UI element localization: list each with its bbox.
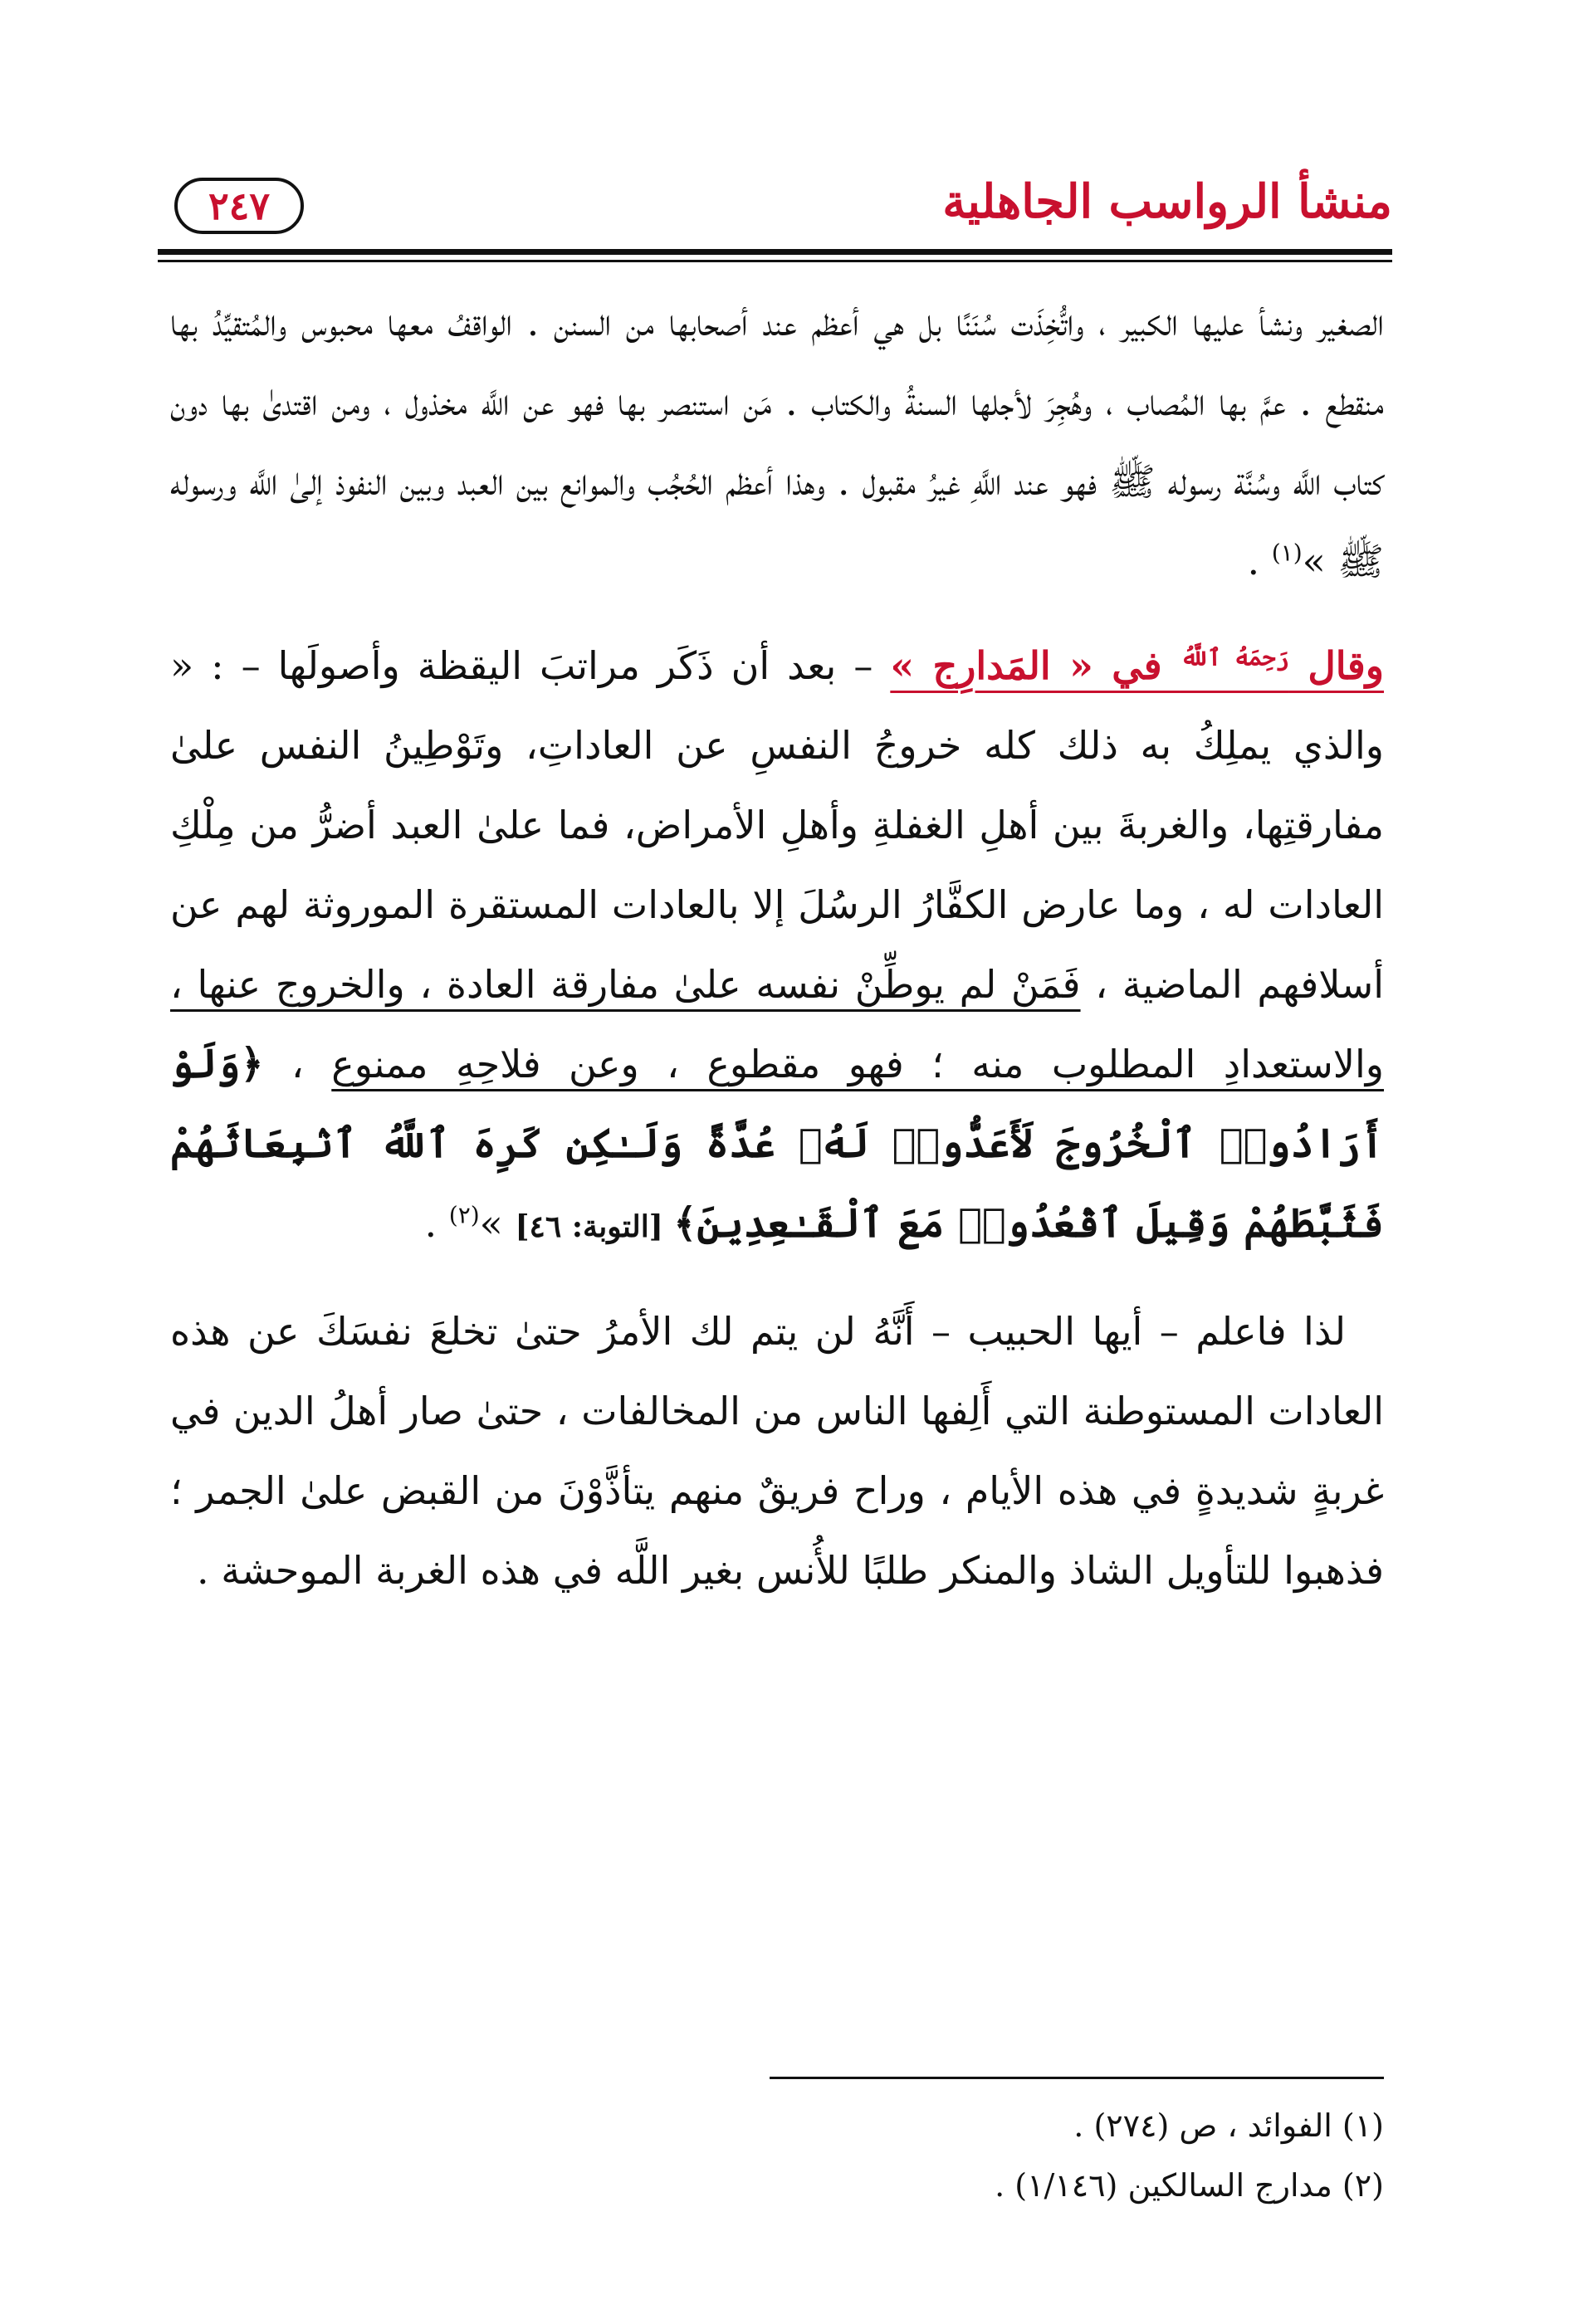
- quran-verse: ﴿وَلَوْ أَرَادُوا۟ ٱلْخُرُوجَ لَأَعَدُّوا۟ لَهُۥ عُدَّةً وَلَـٰكِن كَرِهَ ٱللَّهُ ٱنۢبِعَاثَهُمْ فَثَبَّطَهُمْ وَقِيلَ ٱقْعُدُوا۟ مَعَ ٱلْقَـٰعِدِينَ﴾: [170, 1041, 1384, 1247]
- footnote-separator: [770, 2077, 1384, 2079]
- quote-close: »: [479, 1201, 516, 1246]
- honorific-mark: رَحِمَهُ ٱللَّهُ: [1180, 643, 1289, 671]
- body-text: [170, 282, 1384, 1610]
- paragraph-1: [170, 282, 1384, 601]
- sura-reference: [التوبة: ٤٦]: [515, 1209, 674, 1244]
- quote-intro: [890, 643, 1384, 688]
- header-rule-thin: [158, 260, 1392, 262]
- quote-intro-lead: وقال: [1288, 643, 1385, 688]
- footnote-ref-2: (٢): [448, 1201, 480, 1229]
- paragraph-2-text: – بعد أن ذَكَر مراتبَ اليقظة وأصولَها – : « والذي يملِكُ به ذلك كله خروجُ النفسِ عن العاداتِ، وتَوْطِينُ النفس علىٰ مفارقتِها، والغربةَ بين أهلِ الغفلةِ وأهلِ الأمراض، فما علىٰ العبد أضرُّ من مِلْكِ العادات له ، وما عارض الكفَّارُ الرسُلَ إلا بالعادات المستقرة الموروثة لهم عن أسلافهم الماضية ،: [170, 643, 1384, 1007]
- footnotes: [170, 2096, 1384, 2215]
- quote-source: في « المَدارِج »: [890, 643, 1181, 688]
- underlined-passage: فَمَنْ لم يوطِّنْ نفسه علىٰ مفارقة العادة ، والخروج عنها ، والاستعدادِ المطلوب منه ؛ فهو مقطوع ، وعن فلاحِهِ ممنوع: [170, 962, 1384, 1086]
- paragraph-2-end: .: [424, 1201, 449, 1246]
- paragraph-1-end: .: [1247, 539, 1272, 583]
- paragraph-2: [170, 626, 1384, 1267]
- footnote-ref-1: (١): [1271, 539, 1303, 567]
- paragraph-1-text: الصغير ونشأ عليها الكبير ، واتُّخِذَت سُنَنًا بل هي أعظم عند أصحابها من السنن . الواقفُ معها محبوس والمُتقيِّدُ بها منقطع . عمَّ بها المُصاب ، وهُجِرَ لأجلها السنةُ والكتاب . مَن استنصر بها فهو عن اللَّه مخذول ، ومن اقتدىٰ بها دون كتاب اللَّه وسُنَّة رسوله ﷺ فهو عند اللَّهِ غيرُ مقبول . وهذا أعظم الحُجُب والموانع بين العبد وبين النفوذ إلىٰ اللَّه ورسوله ﷺ »: [170, 300, 1384, 583]
- page-header: [158, 166, 1392, 249]
- page-number: ٢٤٧: [174, 178, 304, 234]
- footnote-2: (٢) مدارج السالكين (١/١٤٦) .: [995, 2167, 1384, 2204]
- footnote-1: (١) الفوائد ، ص (٢٧٤) .: [1073, 2107, 1384, 2144]
- paragraph-2-after: ،: [263, 1042, 332, 1086]
- paragraph-3: [170, 1291, 1384, 1610]
- header-rule-thick: [158, 249, 1392, 255]
- paragraph-3-text: لذا فاعلم – أيها الحبيب – أَنَّهُ لن يتم لك الأمرُ حتىٰ تخلعَ نفسَكَ عن هذه العادات المستوطنة التي أَلِفها الناس من المخالفات ، حتىٰ صار أهلُ الدين في غربةٍ شديدةٍ في هذه الأيام ، وراح فريقٌ منهم يتأذَّوْنَ من القبض علىٰ الجمر ؛ فذهبوا للتأويل الشاذ والمنكر طلبًا للأُنس بغير اللَّه في هذه الغربة الموحشة .: [170, 1309, 1384, 1593]
- running-title: منشأ الرواسب الجاهلية: [942, 174, 1392, 229]
